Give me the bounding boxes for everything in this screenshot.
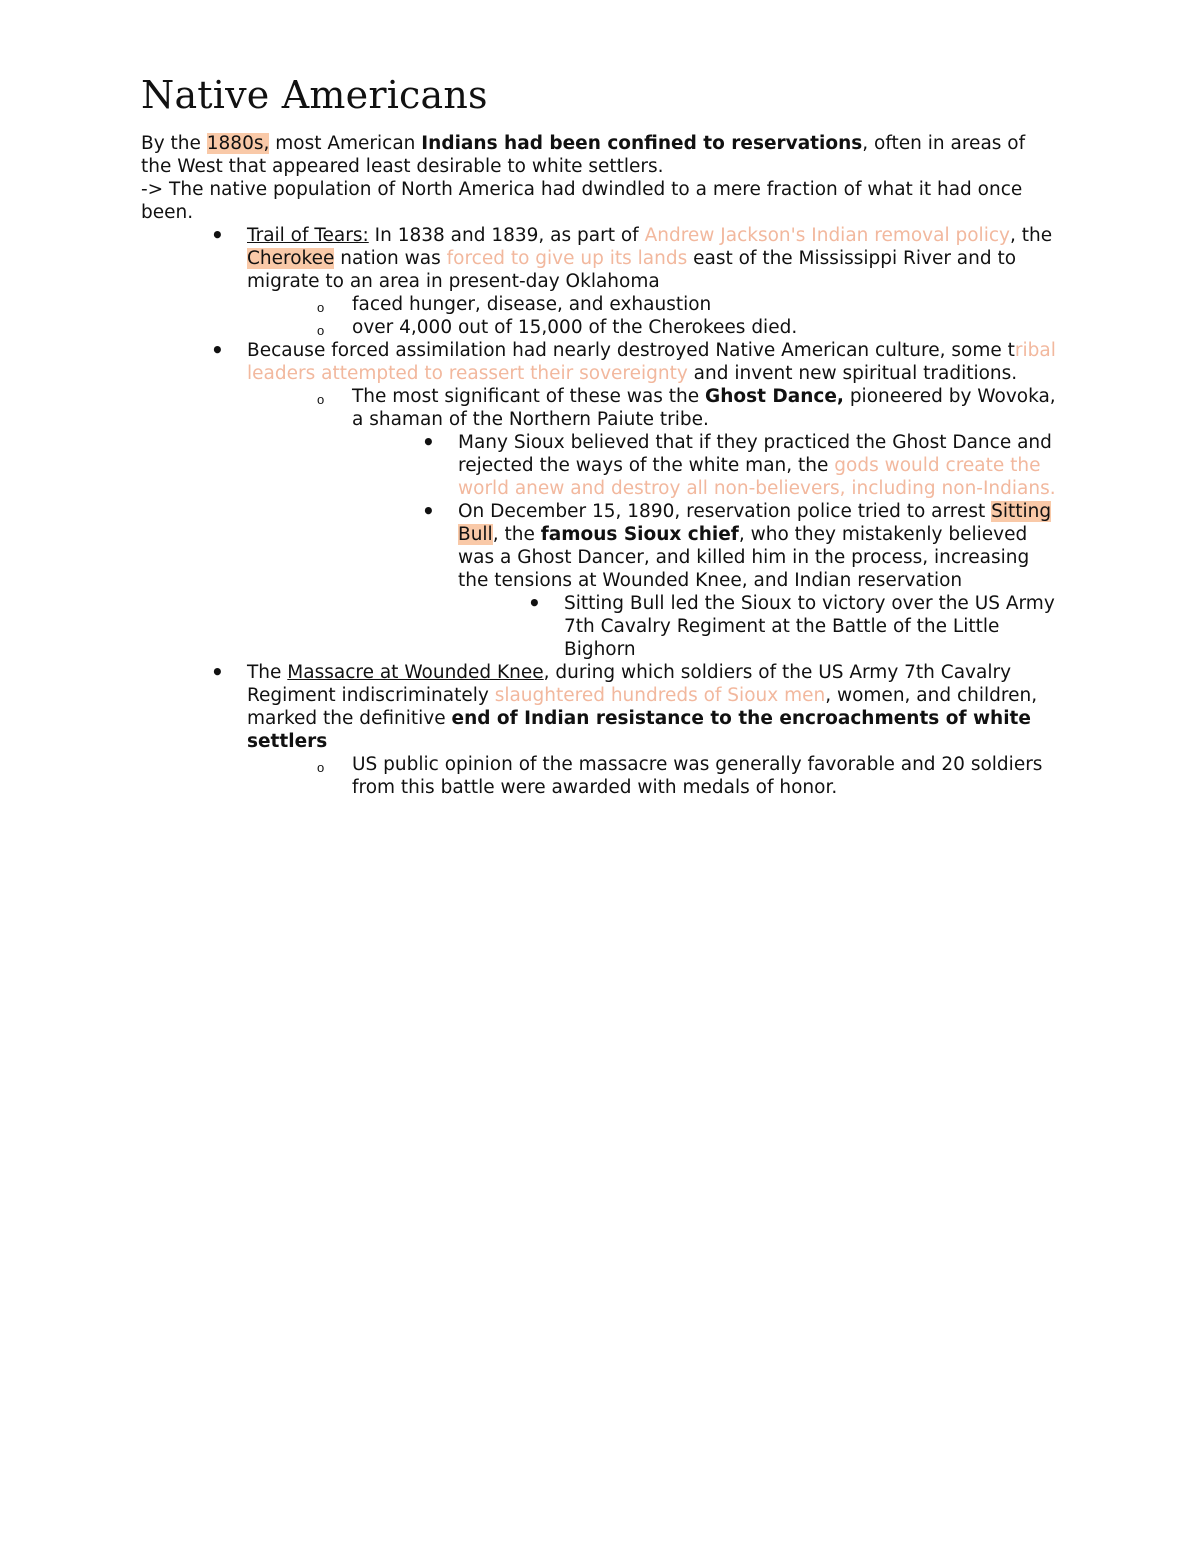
ghost-dance-text: pioneered by Wovoka, a shaman of the Northern Paiute tribe.	[352, 386, 1056, 430]
intro-text: most American	[269, 133, 422, 154]
bullet-circle: o	[317, 323, 325, 338]
highlight-1880s: 1880s,	[206, 133, 270, 154]
list-item-trail-of-tears	[211, 223, 1061, 293]
bighorn-text: Sitting Bull led the Sioux to victory over the US Army 7th Cavalry Regiment at the Battle of the Little Bighorn	[564, 593, 1055, 660]
intro-paragraph	[141, 132, 1061, 178]
list-item-public-opinion	[317, 753, 1061, 799]
sub-item-text: over 4,000 out of 15,000 of the Cherokees died.	[352, 317, 798, 338]
bold-confined: Indians had been confined to reservations	[421, 133, 863, 154]
arrest-text: On December 15, 1890, reservation police tried to arrest	[458, 501, 992, 522]
list-item-ghost-dance	[317, 385, 1061, 431]
trail-text: east of the Mississippi River and to migrate to an area in present-day Oklahoma	[247, 248, 1017, 292]
ghost-dance-text: The most significant of these was the	[352, 386, 706, 407]
bullet-circle: o	[317, 392, 325, 407]
list-item-deaths	[317, 316, 1061, 339]
assimilation-text: and invent new spiritual traditions.	[687, 363, 1018, 384]
intro-text: By the	[141, 133, 207, 154]
list-item-little-bighorn	[528, 591, 1061, 661]
list-item-assimilation	[211, 338, 1061, 385]
bullet-dot: •	[422, 430, 435, 454]
trail-text: nation was	[334, 248, 447, 269]
list-item-hunger	[317, 293, 1061, 316]
bold-ghost-dance: Ghost Dance,	[705, 386, 844, 407]
bullet-dot: •	[211, 338, 224, 362]
bullet-circle: o	[317, 760, 325, 775]
highlight-cherokee: Cherokee	[247, 248, 335, 269]
bullet-dot: •	[211, 660, 224, 684]
peach-tribal-leaders: ribal leaders attempted to reassert their sovereignty	[247, 340, 1056, 384]
bullet-dot: •	[528, 591, 541, 615]
intro-text: , often in areas of the West that appeared least desirable to white settlers.	[141, 133, 1026, 177]
public-opinion-text: US public opinion of the massacre was generally favorable and 20 soldiers from this battle were awarded with medals of honor.	[352, 754, 1043, 798]
arrest-text: , the	[492, 524, 541, 545]
trail-text: , the	[1009, 225, 1053, 246]
massacre-text: , during which soldiers of the US Army 7th Cavalry Regiment indiscriminately	[247, 662, 1012, 706]
peach-forced-lands: forced to give up its lands	[446, 248, 688, 269]
arrest-text: , who they mistakenly believed was a Ghost Dancer, and killed him in the process, increasing the tensions at Wounded Knee, and Indian reservation	[458, 524, 1030, 591]
bullet-dot: •	[422, 499, 435, 523]
trail-of-tears-label: Trail of Tears:	[247, 225, 369, 246]
page-title: Native Americans	[141, 73, 488, 117]
sioux-belief-text: Many Sioux believed that if they practiced the Ghost Dance and rejected the ways of the white man, the	[458, 432, 1052, 476]
massacre-text: , women, and children, marked the definitive	[247, 685, 1038, 729]
peach-slaughtered: slaughtered hundreds of Sioux men	[494, 685, 826, 706]
peach-gods-create-world: gods would create the world anew and destroy all non-believers, including non-Indians.	[458, 455, 1056, 499]
main-list	[141, 224, 1061, 799]
sub-item-text: faced hunger, disease, and exhaustion	[352, 294, 712, 315]
bold-famous-sioux-chief: famous Sioux chief	[540, 524, 739, 545]
wounded-knee-label: Massacre at Wounded Knee	[287, 662, 544, 683]
massacre-text: The	[247, 662, 288, 683]
list-item-wounded-knee	[211, 660, 1061, 753]
assimilation-text: Because forced assimilation had nearly destroyed Native American culture, some t	[247, 340, 1015, 361]
document-body	[141, 72, 1061, 799]
bullet-dot: •	[211, 223, 224, 247]
list-item-sitting-bull-arrest	[422, 499, 1061, 592]
bullet-circle: o	[317, 300, 325, 315]
peach-jackson-policy: Andrew Jackson's Indian removal policy	[644, 225, 1010, 246]
highlight-sitting-bull: Sitting Bull	[458, 501, 1052, 545]
arrow-paragraph: -> The native population of North America had dwindled to a mere fraction of what it had once been.	[141, 179, 1023, 223]
list-item-sioux-belief	[422, 430, 1061, 500]
trail-text: In 1838 and 1839, as part of	[368, 225, 645, 246]
bold-end-of-resistance: end of Indian resistance to the encroachments of white settlers	[247, 708, 1031, 752]
